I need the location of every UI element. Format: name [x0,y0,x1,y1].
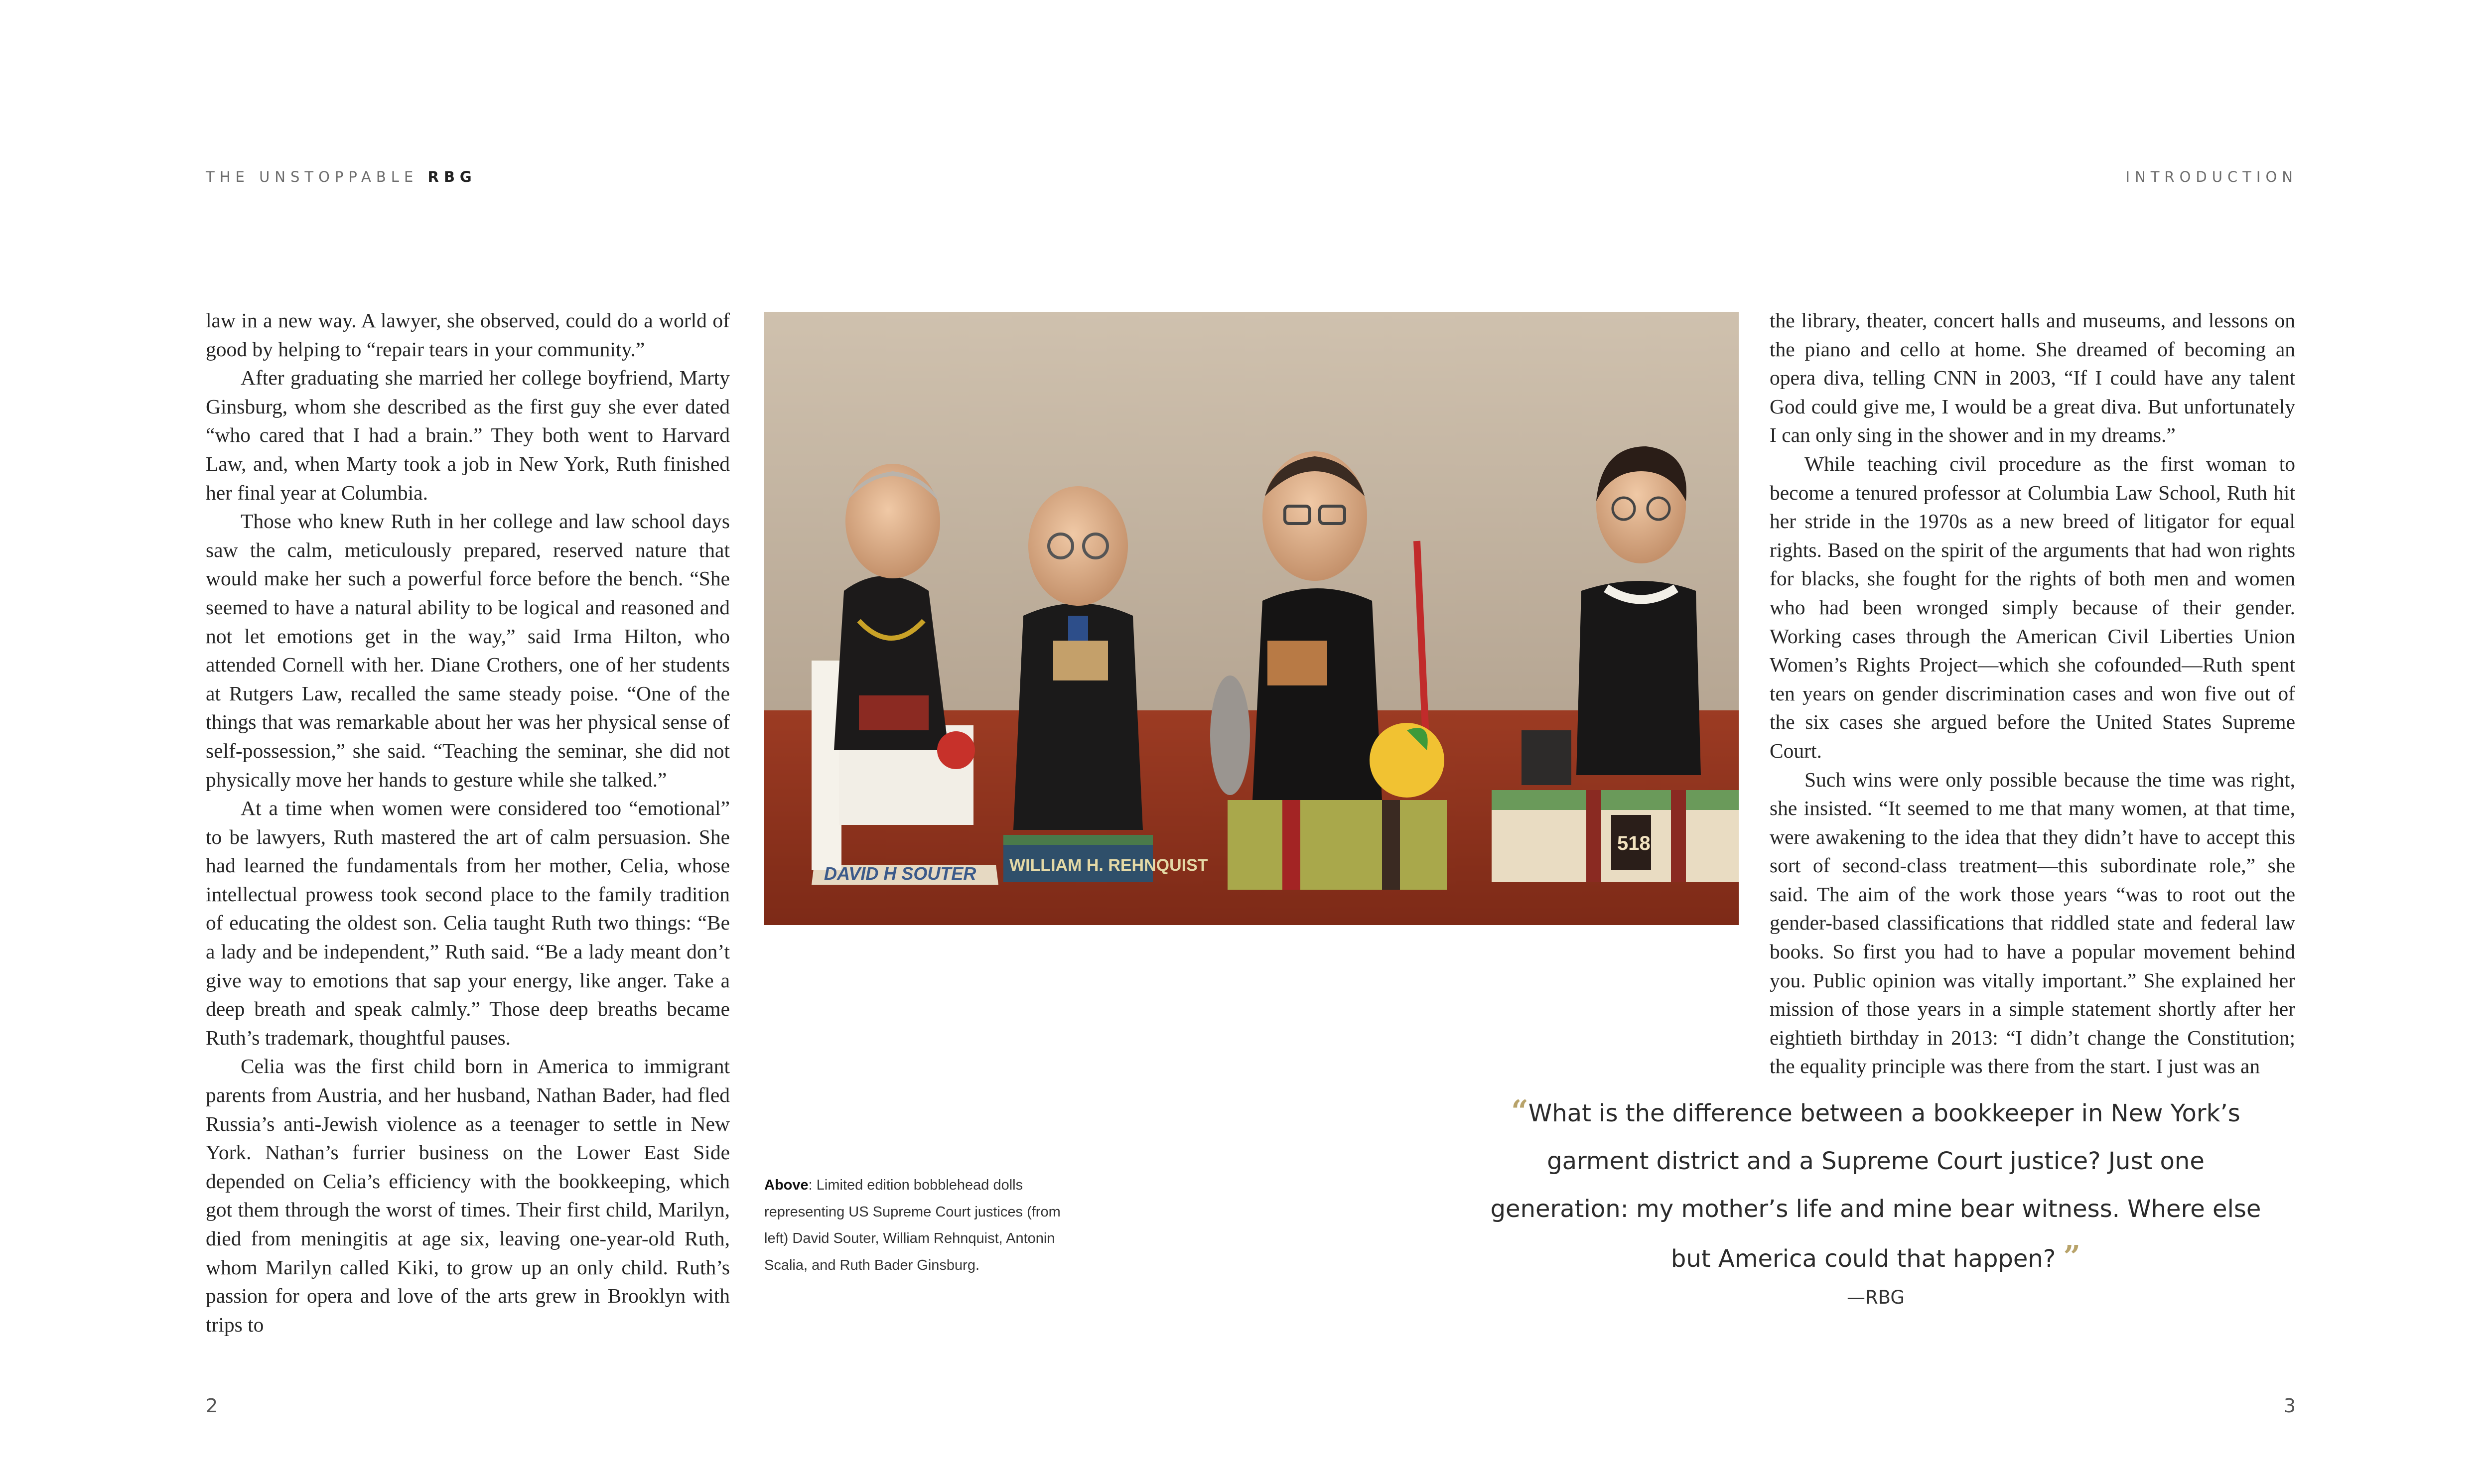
caption-lead: Above [764,1177,809,1193]
paragraph: At a time when women were considered too “emotional” to be lawyers, Ruth mastered the art of calm persuasion. She had learned the fundamentals from her mother, Celia, whose intellectual prowess took second place to the family tradition of educating the oldest son. Celia taught Ruth two things: “Be a lady and be independent,” Ruth said. “Be a lady meant don’t give way to emotions that sap your energy, like anger. Take a deep breath and speak calmly.” Those deep breaths became Ruth’s trademark, thoughtful pauses. [206,797,730,1049]
paragraph: the library, theater, concert halls and museums, and lessons on the piano and cello at home. She dreamed of becoming an opera diva, telling CNN in 2003, “If I could have any talent God could give me, I would be a great diva. But unfortunately I can only sing in the shower and in my dreams.” [1770,309,2295,447]
pull-quote [1490,1087,2262,1283]
pull-quote-text: What is the difference between a bookkeeper in New York’s garment district and a Supreme Court justice? Just one generation: my mother’s life and mine bear witness. Where else but America could that happen? [1490,1099,2261,1273]
rehnquist-label: WILLIAM H. REHNQUIST [1009,856,1208,875]
paragraph: law in a new way. A lawyer, she observed, could do a world of good by helping to “repair tears in your community.” [206,309,730,361]
paragraph: Such wins were only possible because the time was right, she insisted. “It seemed to me that many women, at that time, were awakening to the idea that they didn’t have to accept this sort of second-class treatment—this subordinate role,” she said. The aim of the work those years “was to root out the gender-based classifications that riddled state and federal law books. So first you had to have a popular movement behind you. Public opinion was vitally important.” She explained her mission of those years in a simple statement shortly after her eightieth birthday in 2013: “I didn’t change the Constitution; the equality principle was there from the start. I just was an [1770,768,2295,1078]
running-header-rbg: RBG [427,168,477,185]
souter-label: DAVID H SOUTER [824,863,976,884]
caption-text: : Limited edition bobblehead dolls representing US Supreme Court justices (from left) David Souter, William Rehnquist, Antonin Scalia, and Ruth Bader Ginsburg. [764,1177,1061,1273]
running-header-right: INTRODUCTION [2125,168,2298,185]
paragraph: Those who knew Ruth in her college and law school days saw the calm, meticulously prepared, reserved nature that would make her such a powerful force before the bench. “She seemed to have a natural ability to be logical and reasoned and not let emotions get in the way,” said Irma Hilton, who attended Cornell with her. Diane Crothers, one of her students at Rutgers Law, recalled the same steady poise. “One of the things that was remarkable about her was her physical sense of self-possession,” she said. “Teaching the seminar, she did not physically move her hands to gesture while she talked.” [206,510,730,791]
close-quote-mark: ” [2063,1239,2081,1274]
right-text-column [1770,306,2295,1081]
pull-quote-attribution: —RBG [1846,1287,1905,1308]
left-text-column [206,306,730,1339]
book-number-label: 518 [1617,832,1651,854]
bobblehead-photo [764,312,1739,925]
page-number-left: 2 [206,1395,218,1417]
paragraph: While teaching civil procedure as the first woman to become a tenured professor at Columbia Law School, Ruth hit her stride in the 1970s as a new breed of litigator for equal rights. Based on the spirit of the arguments that had won rights for blacks, she fought for the rights of both men and women who had been wronged simply because of their gender. Working cases through the American Civil Liberties Union Women’s Rights Project—which she cofounded—Ruth spent ten years on gender discrimination cases and won five out of the six cases she argued before the United States Supreme Court. [1770,452,2295,762]
paragraph: Celia was the first child born in America to immigrant parents from Austria, and her husband, Nathan Bader, had fled Russia’s anti-Jewish violence as a teenager to settle in New York. Nathan’s furrier business on the Lower East Side depended on Celia’s efficiency with the bookkeeping, which got them through the worst of times. Their first child, Marilyn, died from meningitis at age six, leaving one-year-old Ruth, whom Marilyn called Kiki, to grow up an only child. Ruth’s passion for opera and love of the arts grew in Brooklyn with trips to [206,1055,730,1336]
page-number-right: 3 [2283,1395,2296,1417]
photo-caption [764,1172,1073,1279]
running-header-title: THE UNSTOPPABLE [206,168,418,185]
paragraph: After graduating she married her college boyfriend, Marty Ginsburg, whom she described as the first guy she ever dated “who cared that I had a brain.” They both went to Harvard Law, and, when Marty took a job in New York, Ruth finished her final year at Columbia. [206,366,730,504]
bobblehead-illustration [764,312,1739,925]
running-header-left [206,168,477,185]
open-quote-mark: “ [1511,1094,1528,1129]
